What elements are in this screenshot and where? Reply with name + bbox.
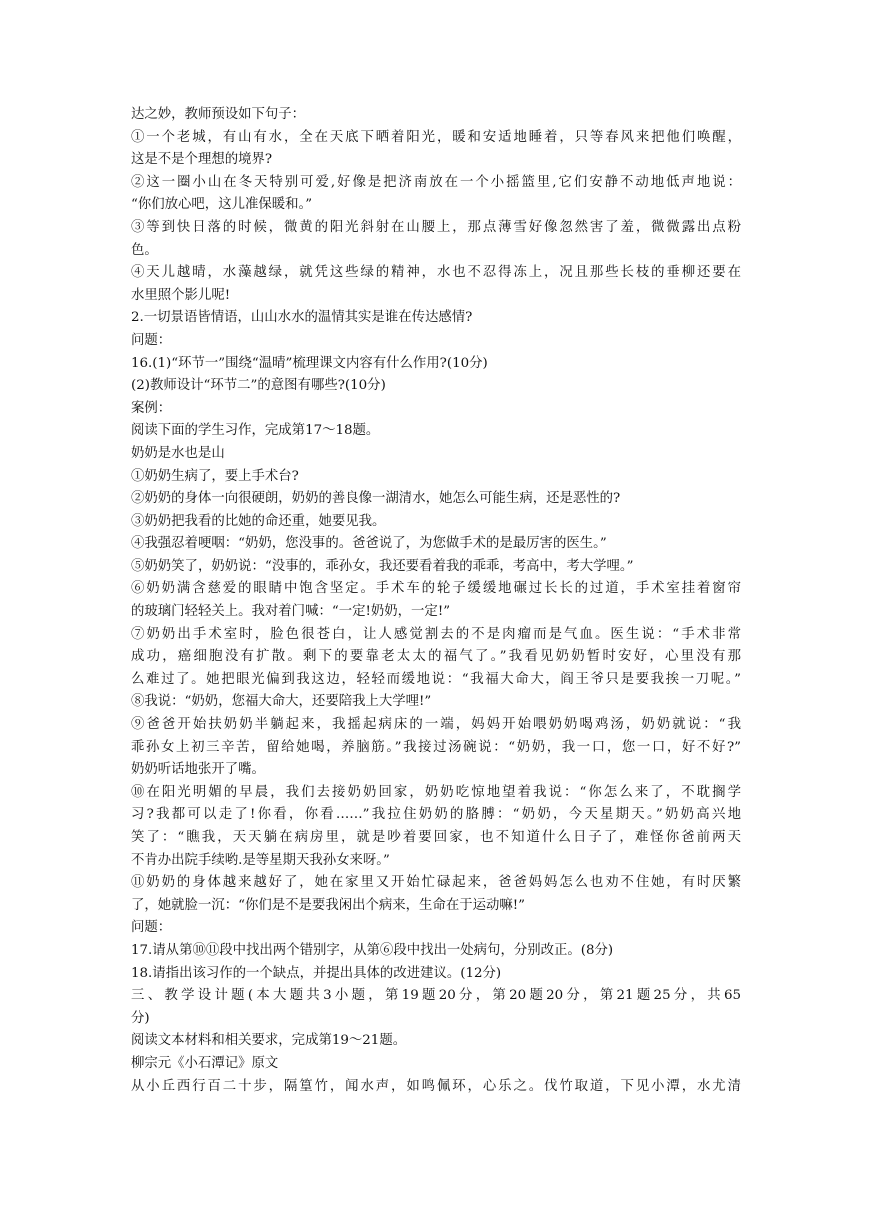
text-line: ②这一圈小山在冬天特别可爱,好像是把济南放在一个小摇篮里,它们安静不动地低声地说：	[131, 174, 741, 190]
text-line: (2)教师设计“环节二”的意图有哪些?(10分)	[131, 378, 386, 394]
text-line: 17.请从第⑩⑪段中找出两个错别字，从第⑥段中找出一处病句，分别改正。(8分)	[131, 942, 614, 958]
text-line: ⑧我说：“奶奶，您福大命大，还要陪我上大学哩!”	[131, 694, 432, 710]
text-line: 问题：	[131, 332, 172, 348]
text-line: ⑩在阳光明媚的早晨，我们去接奶奶回家，奶奶吃惊地望着我说：“你怎么来了，不耽搁学	[131, 784, 741, 800]
text-line: ⑨爸爸开始扶奶奶半躺起来，我摇起病床的一端，妈妈开始喂奶奶喝鸡汤，奶奶就说：“我	[131, 717, 741, 733]
text-line: 柳宗元《小石潭记》原文	[131, 1055, 279, 1071]
text-line: 达之妙，教师预设如下句子：	[131, 107, 306, 122]
text-line: 三、教学设计题(本大题共3小题，第19题20分，第20题20分，第21题25分，共65	[131, 988, 741, 1004]
document-body	[131, 104, 741, 1098]
text-line: ④天儿越晴，水藻越绿，就凭这些绿的精神，水也不忍得冻上，况且那些长枝的垂柳还要在	[131, 265, 741, 281]
text-line: 水里照个影儿呢!	[131, 287, 231, 303]
text-line: 案例：	[131, 400, 172, 416]
text-line: 了，她就脸一沉：“你们是不是要我闲出个病来，生命在于运动嘛!”	[131, 897, 526, 913]
text-line: ②奶奶的身体一向很硬朗，奶奶的善良像一湖清水，她怎么可能生病，还是恶性的?	[131, 491, 621, 507]
text-line: 阅读下面的学生习作，完成第17～18题。	[131, 423, 380, 439]
text-line: ①一个老城，有山有水，全在天底下晒着阳光，暖和安适地睡着，只等春风来把他们唤醒，	[131, 129, 741, 145]
text-line: 这是不是个理想的境界?	[131, 152, 273, 168]
text-line: 乖孙女上初三辛苦，留给她喝，养脑筋。”我接过汤碗说：“奶奶，我一口，您一口，好不好?”	[131, 739, 741, 755]
text-line: 16.(1)“环节一”围绕“温晴”梳理课文内容有什么作用?(10分)	[131, 355, 488, 371]
text-line: ⑥奶奶满含慈爱的眼睛中饱含坚定。手术车的轮子缓缓地碾过长长的过道，手术室挂着窗帘	[131, 581, 741, 597]
text-line: 习?我都可以走了!你看，你看……”我拉住奶奶的胳膊：“奶奶，今天星期天。”奶奶高兴地	[131, 807, 741, 823]
text-line: ⑤奶奶笑了，奶奶说：“没事的，乖孙女，我还要看着我的乖乖，考高中，考大学哩。”	[131, 558, 634, 574]
text-line: “你们放心吧，这儿准保暖和。”	[131, 197, 313, 213]
text-line: ⑦奶奶出手术室时，脸色很苍白，让人感觉割去的不是肉瘤而是气血。医生说：“手术非常	[131, 626, 741, 642]
text-line: ①奶奶生病了，要上手术台?	[131, 468, 299, 484]
text-line: 么难过了。她把眼光偏到我这边，轻轻而缓地说：“我福大命大，阎王爷只是要我挨一刀呢。”	[131, 671, 741, 687]
text-line: 笑了：“瞧我，天天躺在病房里，就是吵着要回家，也不知道什么日子了，难怪你爸前两天	[131, 830, 741, 845]
text-line: 18.请指出该习作的一个缺点，并提出具体的改进建议。(12分)	[131, 965, 502, 981]
text-line: 的玻璃门轻轻关上。我对着门喊：“一定!奶奶，一定!”	[131, 604, 451, 620]
text-line: 问题：	[131, 920, 172, 936]
text-line: 不肯办出院手续哟.是等星期天我孙女来呀。”	[131, 852, 390, 868]
text-line: 阅读文本材料和相关要求，完成第19～21题。	[131, 1033, 407, 1049]
text-line: ⑪奶奶的身体越来越好了，她在家里又开始忙碌起来，爸爸妈妈怎么也劝不住她，有时厌繁	[131, 875, 741, 891]
text-line: 色。	[131, 242, 158, 258]
text-line: 成功，癌细胞没有扩散。剩下的要靠老太太的福气了。”我看见奶奶暂时安好，心里没有那	[131, 649, 741, 665]
text-line: 分)	[131, 1010, 150, 1026]
text-line: 奶奶听话地张开了嘴。	[131, 762, 265, 778]
text-line: 2.一切景语皆情语，山山水水的温情其实是谁在传达感情?	[131, 310, 473, 326]
text-line: ④我强忍着哽咽：“奶奶，您没事的。爸爸说了，为您做手术的是最厉害的医生。”	[131, 536, 607, 552]
text-line: 奶奶是水也是山	[131, 445, 225, 461]
text-line: ③奶奶把我看的比她的命还重，她要见我。	[131, 513, 386, 529]
text-line: 从小丘西行百二十步，隔篁竹，闻水声，如鸣佩环，心乐之。伐竹取道，下见小潭，水尤清	[131, 1078, 741, 1094]
text-line: ③等到快日落的时候，微黄的阳光斜射在山腰上，那点薄雪好像忽然害了羞，微微露出点粉	[131, 219, 741, 235]
